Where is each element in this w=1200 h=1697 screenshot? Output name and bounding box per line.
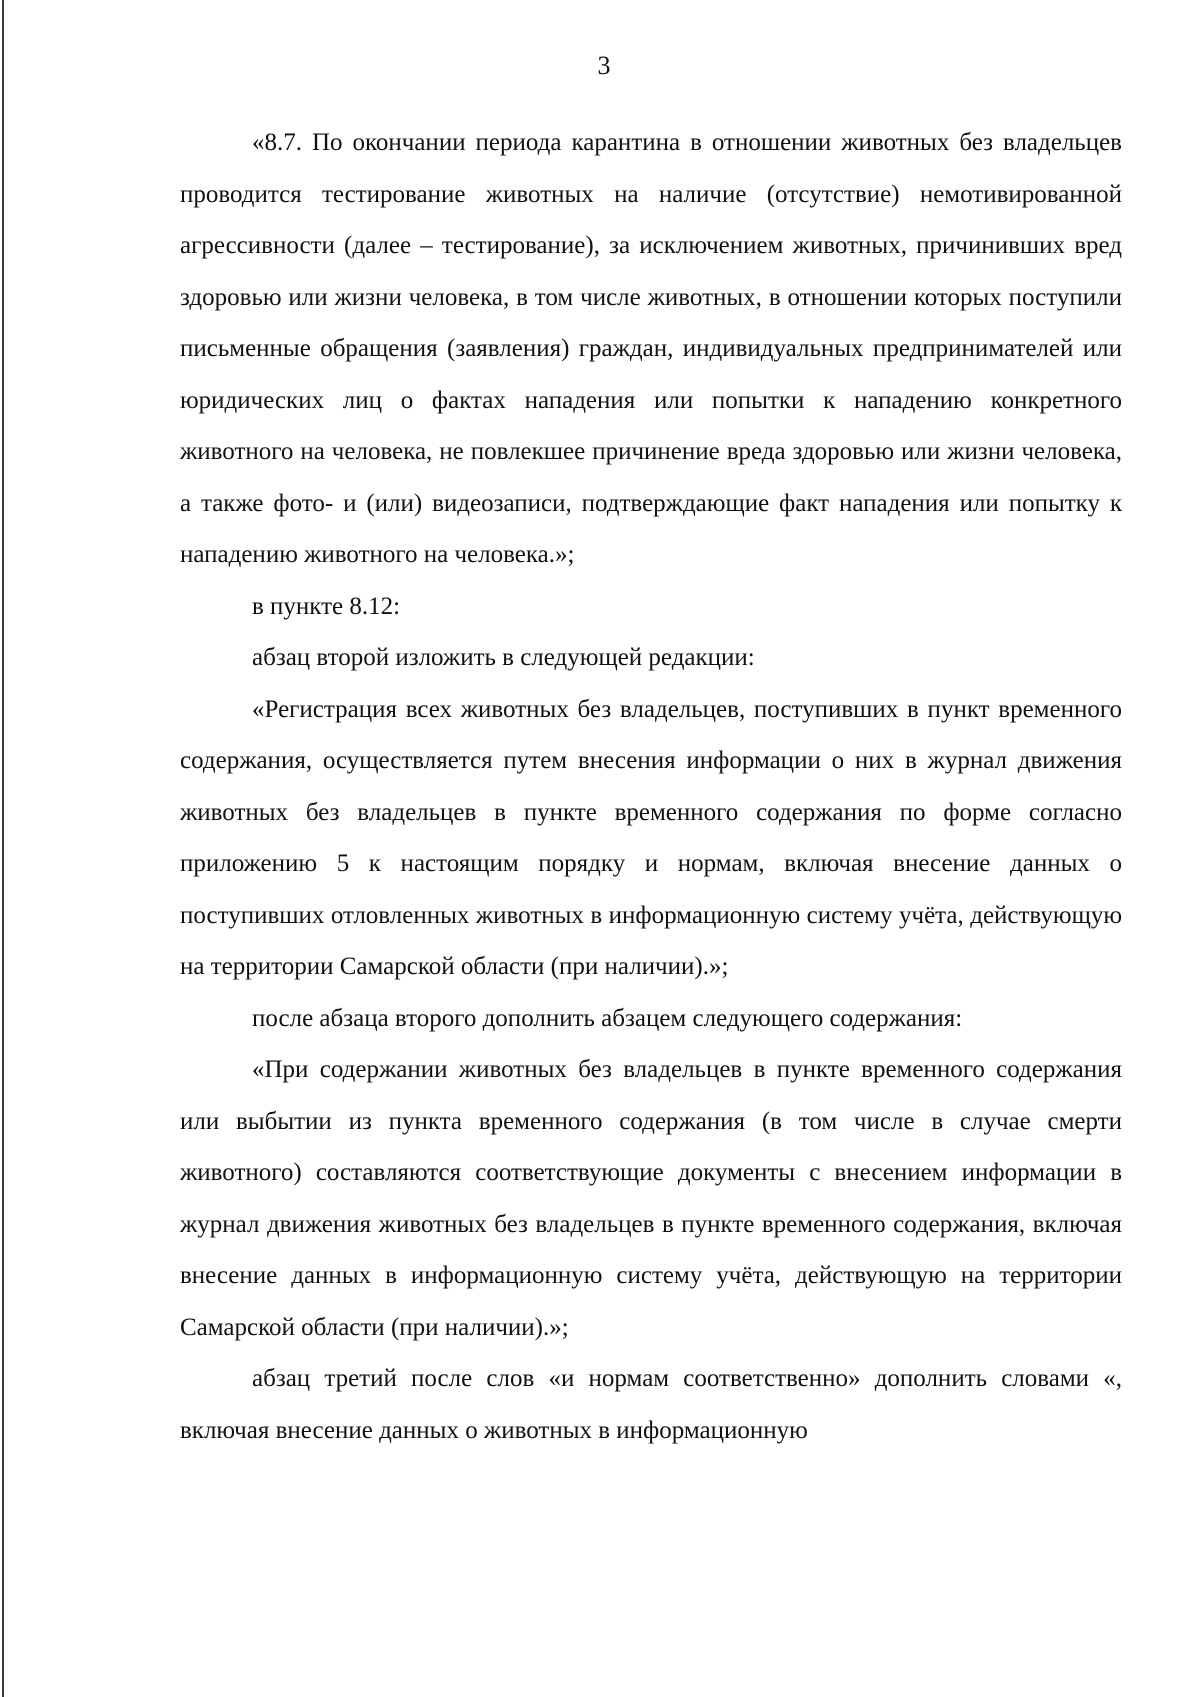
paragraph-registration: «Регистрация всех животных без владельцев, поступивших в пункт временного содержания, осуществляется путем внесения информации о них в журнал движения животных без владельцев в пункте временного содержания по форме согласно приложению 5 к настоящим порядку и нормам, включая внесение данных о поступивших отловленных животных в информационную систему учёта, действующую на территории Самарской области (при наличии).»;	[180, 695, 1122, 980]
paragraph-8-7: «8.7. По окончании периода карантина в отношении животных без владельцев проводится тестирование животных на наличие (отсутствие) немотивированной агрессивности (далее – тестирование), за исключением животных, причинивших вред здоровью или жизни человека, в том числе животных, в отношении которых поступили письменные обращения (заявления) граждан, индивидуальных предпринимателей или юридических лиц о фактах нападения или попытки к нападению конкретного животного на человека, не повлекшее причинение вреда здоровью или жизни человека, а также фото- и (или) видеозаписи, подтверждающие факт нападения или попытку к нападению животного на человека.»;	[180, 129, 1122, 568]
paragraph-third-abzac: абзац третий после слов «и нормам соответственно» дополнить словами «, включая внесение данных о животных в информационную	[180, 1365, 1122, 1444]
document-body	[180, 117, 1122, 1456]
page-left-edge	[2, 0, 4, 1697]
page-number: 3	[597, 51, 611, 80]
paragraph-keeping-animals: «При содержании животных без владельцев в пункте временного содержания или выбытии из пункта временного содержания (в том числе в случае смерти животного) составляются соответствующие документы с внесением информации в журнал движения животных без владельцев в пункте временного содержания, включая внесение данных в информационную систему учёта, действующую на территории Самарской области (при наличии).»;	[180, 1056, 1122, 1341]
paragraph-point-8-12: в пункте 8.12:	[252, 592, 401, 620]
paragraph-add-after-second: после абзаца второго дополнить абзацем следующего содержания:	[252, 1004, 963, 1032]
paragraph-second-abzac-instruction: абзац второй изложить в следующей редакции:	[252, 644, 755, 671]
